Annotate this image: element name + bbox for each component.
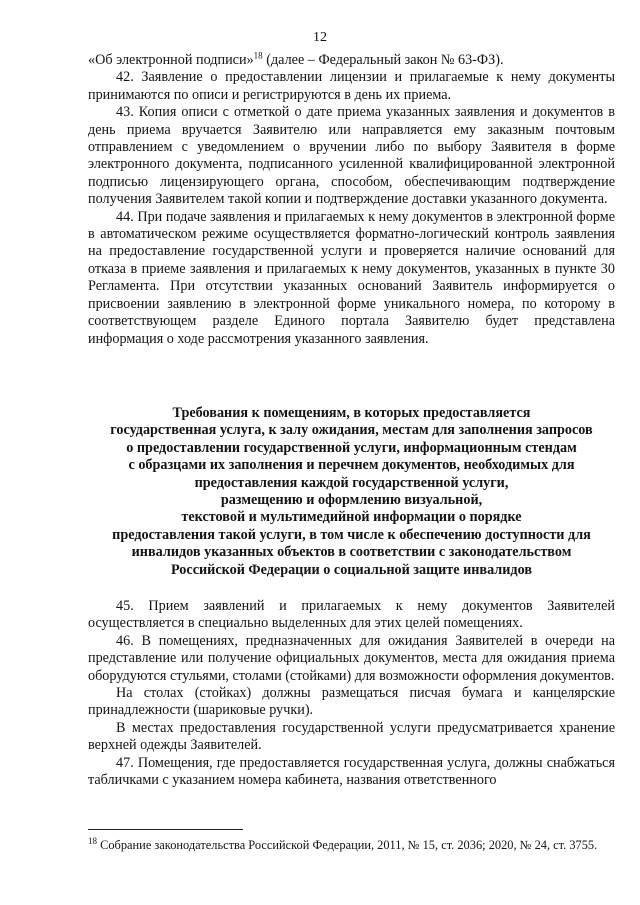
- paragraph-47: 47. Помещения, где предоставляется государственная услуга, должны снабжаться табличками с указанием номера кабинета, названия ответственного: [88, 754, 615, 789]
- heading-line: предоставления каждой государственной услуги,: [194, 474, 509, 491]
- footnote-mark: 18: [88, 835, 97, 846]
- paragraph-42: 42. Заявление о предоставлении лицензии и прилагаемые к нему документы принимаются по описи и регистрируются в день их приема.: [88, 69, 615, 103]
- heading-line: текстовой и мультимедийной информации о порядке: [181, 509, 522, 526]
- heading-line: о предоставлении государственной услуги, информационным стендам: [126, 439, 577, 456]
- footnote-divider: [88, 829, 243, 830]
- footnote-reference[interactable]: 18: [253, 50, 263, 61]
- heading-line: предоставления такой услуги, в том числе к обеспечению доступности для: [112, 526, 591, 543]
- section-heading: [88, 405, 615, 579]
- body-text-top: [88, 52, 615, 348]
- paragraph-continuation: [88, 52, 615, 69]
- paragraph-45: 45. Прием заявлений и прилагаемых к нему документов Заявителей осуществляется в специально выделенных для этих целей помещениях.: [88, 598, 615, 632]
- continuation-text: «Об электронной подписи»: [88, 52, 254, 68]
- heading-line: Требования к помещениям, в которых предоставляется: [172, 405, 531, 421]
- continuation-after: (далее – Федеральный закон № 63-ФЗ).: [262, 52, 504, 68]
- paragraph-46-tables: На столах (стойках) должны размещаться писчая бумага и канцелярские принадлежности (шариковые ручки).: [88, 685, 615, 719]
- heading-line: государственная услуга, к залу ожидания, местам для заполнения запросов: [110, 422, 593, 439]
- heading-line: Российской Федерации о социальной защите инвалидов: [170, 561, 533, 578]
- paragraph-46-clothes: В местах предоставления государственной услуги предусматривается хранение верхней одежды Заявителей.: [88, 719, 615, 754]
- footnote: [88, 835, 615, 854]
- body-text-bottom: [88, 598, 615, 789]
- paragraph-43: 43. Копия описи с отметкой о дате приема указанных заявления и документов в день приема вручается Заявителю или направляется ему заказным почтовым отправлением с уведомлением о вручении либо по выбору Заявителя в форме электронного документа, подписанного усиленной квалифицированной электронной подписью лицензирующего органа, способом, обеспечивающим подтверждение получения Заявителем такой копии и подтверждение доставки указанного документа.: [88, 104, 615, 208]
- paragraph-44: 44. При подаче заявления и прилагаемых к нему документов в электронной форме в автоматическом режиме осуществляется форматно-логический контроль заявления на предоставление государственной услуги и проверяется наличие оснований для отказа в приеме заявления и прилагаемых к нему документов, указанных в пункте 30 Регламента. При отсутствии указанных оснований Заявитель информируется о присвоении заявлению в электронной форме уникального номера, по которому в соответствующем разделе Единого портала Заявителю будет представлена информация о ходе рассмотрения указанного заявления.: [88, 208, 615, 347]
- footnote-text: Собрание законодательства Российской Федерации, 2011, № 15, ст. 2036; 2020, № 24, ст. 3755.: [97, 838, 598, 852]
- page-number: 12: [313, 30, 327, 45]
- paragraph-46: 46. В помещениях, предназначенных для ожидания Заявителей в очереди на представление или получение официальных документов, места для ожидания приема оборудуются стульями, столами (стойками) для возможности оформления документов.: [88, 632, 615, 684]
- heading-line: с образцами их заполнения и перечнем документов, необходимых для: [128, 457, 575, 474]
- heading-line: размещению и оформлению визуальной,: [220, 492, 483, 509]
- heading-line: инвалидов указанных объектов в соответствии с законодательством: [131, 544, 572, 561]
